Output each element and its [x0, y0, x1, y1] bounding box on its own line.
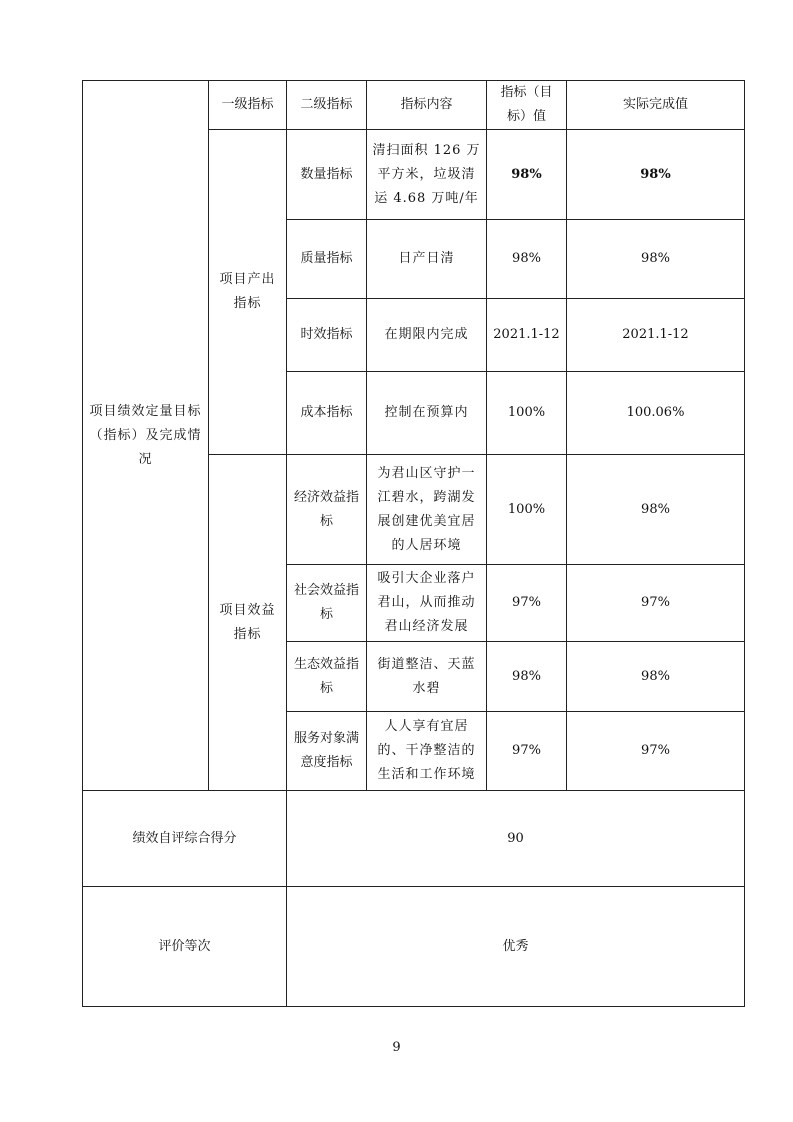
grade-row — [83, 887, 745, 1007]
header-target: 指标（目标）值 — [487, 81, 567, 130]
target-cell: 100% — [487, 455, 567, 565]
grade-value: 优秀 — [287, 887, 745, 1007]
target-cell: 2021.1-12 — [487, 299, 567, 372]
project-performance-label: 项目绩效定量目标（指标）及完成情况 — [83, 81, 209, 791]
target-cell: 97% — [487, 712, 567, 791]
content-cell: 街道整洁、天蓝水碧 — [367, 642, 487, 712]
level2-cell: 质量指标 — [287, 220, 367, 299]
target-cell: 98% — [487, 130, 567, 220]
actual-cell: 98% — [567, 642, 745, 712]
score-row — [83, 791, 745, 887]
content-cell: 在期限内完成 — [367, 299, 487, 372]
content-cell: 为君山区守护一江碧水，跨湖发展创建优美宜居的人居环境 — [367, 455, 487, 565]
content-cell: 人人享有宜居的、干净整洁的生活和工作环境 — [367, 712, 487, 791]
header-level1: 一级指标 — [209, 81, 287, 130]
actual-cell: 98% — [567, 455, 745, 565]
score-label: 绩效自评综合得分 — [83, 791, 287, 887]
actual-cell: 2021.1-12 — [567, 299, 745, 372]
level2-cell: 服务对象满意度指标 — [287, 712, 367, 791]
actual-cell: 98% — [567, 220, 745, 299]
content-cell: 日产日清 — [367, 220, 487, 299]
group-label-output: 项目产出指标 — [209, 130, 287, 455]
level2-cell: 社会效益指标 — [287, 565, 367, 642]
actual-cell: 98% — [567, 130, 745, 220]
header-content: 指标内容 — [367, 81, 487, 130]
grade-label: 评价等次 — [83, 887, 287, 1007]
level2-cell: 成本指标 — [287, 372, 367, 455]
actual-cell: 97% — [567, 712, 745, 791]
header-level2: 二级指标 — [287, 81, 367, 130]
target-cell: 98% — [487, 220, 567, 299]
score-value: 90 — [287, 791, 745, 887]
group-label-benefit: 项目效益指标 — [209, 455, 287, 791]
content-cell: 清扫面积 126 万平方米，垃圾清运 4.68 万吨/年 — [367, 130, 487, 220]
actual-cell: 97% — [567, 565, 745, 642]
performance-table — [82, 80, 745, 1007]
header-row — [83, 81, 745, 130]
page-number: 9 — [392, 1040, 401, 1055]
level2-cell: 数量指标 — [287, 130, 367, 220]
target-cell: 98% — [487, 642, 567, 712]
content-cell: 吸引大企业落户君山，从而推动君山经济发展 — [367, 565, 487, 642]
level2-cell: 经济效益指标 — [287, 455, 367, 565]
level2-cell: 生态效益指标 — [287, 642, 367, 712]
header-actual: 实际完成值 — [567, 81, 745, 130]
target-cell: 97% — [487, 565, 567, 642]
level2-cell: 时效指标 — [287, 299, 367, 372]
content-cell: 控制在预算内 — [367, 372, 487, 455]
actual-cell: 100.06% — [567, 372, 745, 455]
target-cell: 100% — [487, 372, 567, 455]
